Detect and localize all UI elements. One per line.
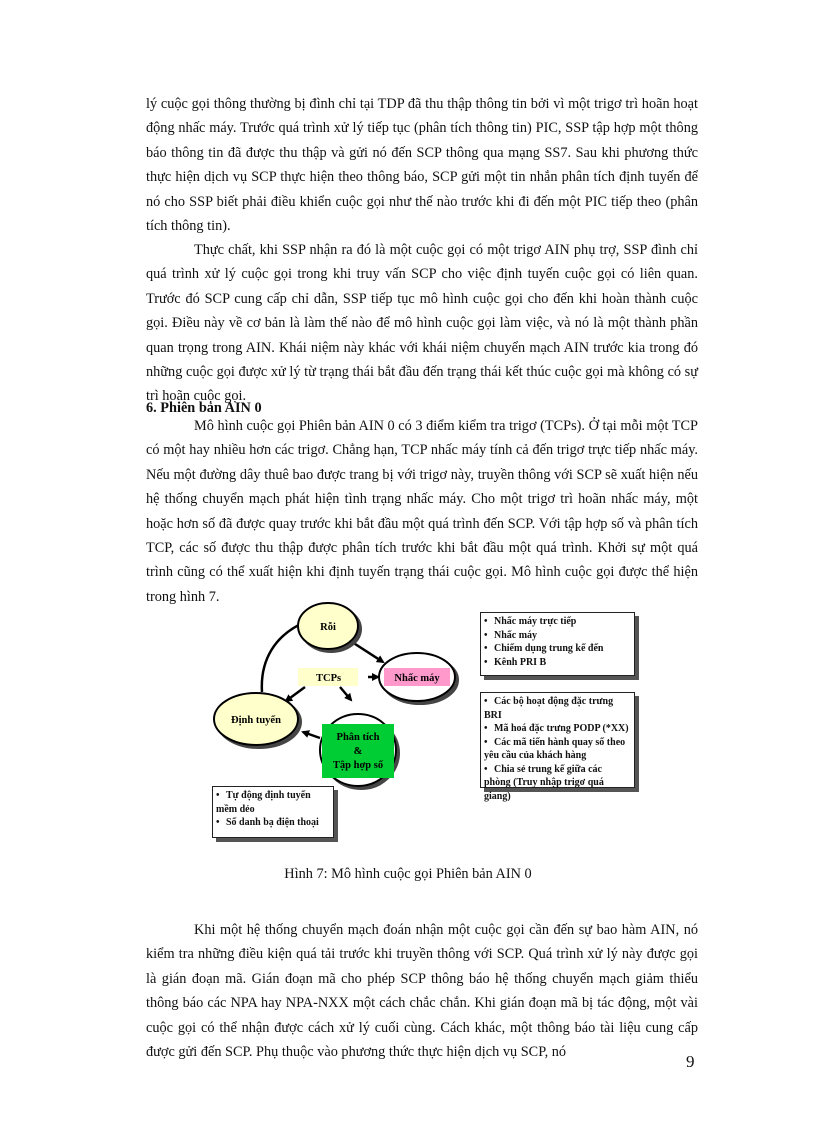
bullet-icon: • (484, 696, 488, 707)
trigger-list-item (484, 642, 631, 656)
analysis-trigger-list (484, 695, 631, 803)
bullet-icon: • (216, 790, 220, 801)
tcps-label-text: TCPs (316, 673, 342, 684)
bullet-icon: • (484, 736, 488, 748)
bullet-icon: • (484, 616, 488, 627)
trigger-list-item-text: Chia sẻ trung kế giữa các phòng (Truy nhập trigơ quá giang) (484, 763, 604, 802)
trigger-list-item (484, 656, 631, 670)
node-offhook-label: Nhấc máy (394, 673, 440, 684)
trigger-list-item (484, 695, 631, 722)
bullet-icon: • (484, 643, 488, 654)
trigger-list-item-text: Mã hoá đặc trưng PODP (*XX) (494, 723, 629, 734)
trigger-list-item-text: Các mã tiến hành quay số theo yêu cầu của khách hàng (484, 736, 626, 761)
trigger-list-item (484, 629, 631, 643)
arrow-tcps-to-analysis (340, 687, 351, 700)
box-offhook-triggers (480, 612, 635, 676)
bullet-icon: • (484, 723, 488, 734)
routing-trigger-list (216, 789, 330, 830)
paragraph-2: Thực chất, khi SSP nhận ra đó là một cuộc gọi có một trigơ AIN phụ trợ, SSP đình chỉ quá trình xử lý cuộc gọi trong khi truy vấn SCP cho việc định tuyến cuộc gọi có liên quan. Trước đó SCP cung cấp chỉ dẫn, SSP tiếp tục mô hình cuộc gọi cho đến khi hoàn thành cuộc gọi. Điều này về cơ bản là làm thế nào để mô hình cuộc gọi làm việc, và nó là một thành phần quan trọng trong AIN. Khái niệm này khác với khái niệm chuyển mạch AIN trước kia trong đó những cuộc gọi được xử lý từ trạng thái bắt đầu đến trạng thái kết thúc cuộc gọi mà không có sự trì hoãn cuộc gọi. (146, 242, 698, 405)
bullet-icon: • (484, 763, 488, 775)
trigger-list-item-text: Nhấc máy (494, 629, 538, 641)
node-offhook (379, 653, 455, 701)
page-number: 9 (686, 1052, 695, 1071)
offhook-trigger-list (484, 615, 631, 669)
tcps-label (298, 668, 358, 686)
node-routing (214, 693, 298, 745)
paragraph-4: Khi một hệ thống chuyển mạch đoán nhận một cuộc gọi cần đến sự bao hàm AIN, nó kiểm tra những điều kiện quá tải trước khi truyền thông với SCP. Quá trình xử lý này được gọi là gián đoạn mã. Gián đoạn mã cho phép SCP thông báo hệ thống chuyển mạch giảm thiểu thông báo các NPA hay NPA-NXX một cách chắc chắn. Khi gián đoạn mã bị tác động, một vài cuộc gọi có thể nhận được cách xử lý cuối cùng. Cách khác, một thông báo tài liệu cung cấp được gửi đến SCP. Phụ thuộc vào phương thức thực hiện dịch vụ SCP, nó (146, 922, 698, 1061)
trigger-list-item (484, 736, 631, 763)
figure-call-model (200, 600, 650, 850)
trigger-list-item-text: Số danh bạ điện thoại (226, 817, 319, 828)
trigger-list-item (216, 789, 330, 816)
node-idle-label: Rỗi (320, 622, 336, 633)
trigger-list-item (484, 615, 631, 629)
trigger-list-item (216, 816, 330, 830)
box-routing-triggers (212, 786, 334, 838)
trigger-list-item (484, 763, 631, 804)
arrow-idle-to-offhook (352, 642, 383, 662)
trigger-list-item (484, 722, 631, 736)
bullet-icon: • (216, 817, 220, 828)
trigger-list-item-text: Nhấc máy trực tiếp (494, 616, 577, 627)
section-heading: 6. Phiên bản AIN 0 (146, 400, 262, 416)
arrow-tcps-to-routing (286, 687, 305, 701)
node-analysis-line2: & (353, 746, 363, 757)
bullet-icon: • (484, 656, 488, 668)
node-analysis (320, 714, 396, 786)
trigger-list-item-text: Chiếm dụng trung kế đến (494, 643, 604, 654)
node-analysis-line3: Tập hợp số (332, 760, 384, 771)
paragraph-1: lý cuộc gọi thông thường bị đình chỉ tại TDP đã thu thập thông tin bởi vì một trigơ trì hoãn hoạt động nhấc máy. Trước quá trình xử lý tiếp tục (phân tích thông tin) PIC, SSP tập hợp một thông báo thông tin đã được thu thập và gửi nó đến SCP thông qua mạng SS7. Sau khi phương thức thực hiện dịch vụ SCP thực hiện theo thông báo, SCP gửi một tin nhắn phân tích định tuyến để nó cho SSP biết phải điều khiển cuộc gọi như thế nào trước khi đi đến một PIC tiếp theo (phân tích thông tin). (146, 96, 698, 235)
trigger-list-item-text: Kênh PRI B (494, 656, 547, 668)
node-idle (298, 603, 358, 649)
node-routing-label: Định tuyến (231, 715, 281, 726)
box-analysis-triggers (480, 692, 635, 802)
bullet-icon: • (484, 629, 488, 641)
trigger-list-item-text: Các bộ hoạt động đặc trưng BRI (484, 696, 614, 721)
trigger-list-item-text: Tự động định tuyến mềm dẻo (216, 790, 311, 815)
figure-caption: Hình 7: Mô hình cuộc gọi Phiên bản AIN 0 (284, 866, 532, 882)
paragraph-3: Mô hình cuộc gọi Phiên bản AIN 0 có 3 điểm kiểm tra trigơ (TCPs). Ở tại mỗi một TCP có một hay nhiều hơn các trigơ. Chẳng hạn, TCP nhấc máy tính cả đến trigơ trực tiếp nhấc máy. Nếu một đường dây thuê bao được trang bị với trigơ này, truyền thông với SCP sẽ xuất hiện nếu hệ thống chuyển mạch phát hiện tình trạng nhấc máy. Cho một trigơ trì hoãn nhấc máy, một hoặc hơn số đã được quay trước khi bắt đầu một quá trình đến SCP. Với tập hợp số và phân tích TCP, các số được thu thập được phân tích trước khi bắt đầu một quá trình. Khởi sự một quá trình cũng có thể xuất hiện khi định tuyến trạng thái cuộc gọi. Mô hình cuộc gọi được thể hiện trong hình 7. (146, 418, 698, 605)
arrow-analysis-to-routing (303, 732, 320, 738)
node-analysis-line1: Phân tích (336, 732, 380, 743)
